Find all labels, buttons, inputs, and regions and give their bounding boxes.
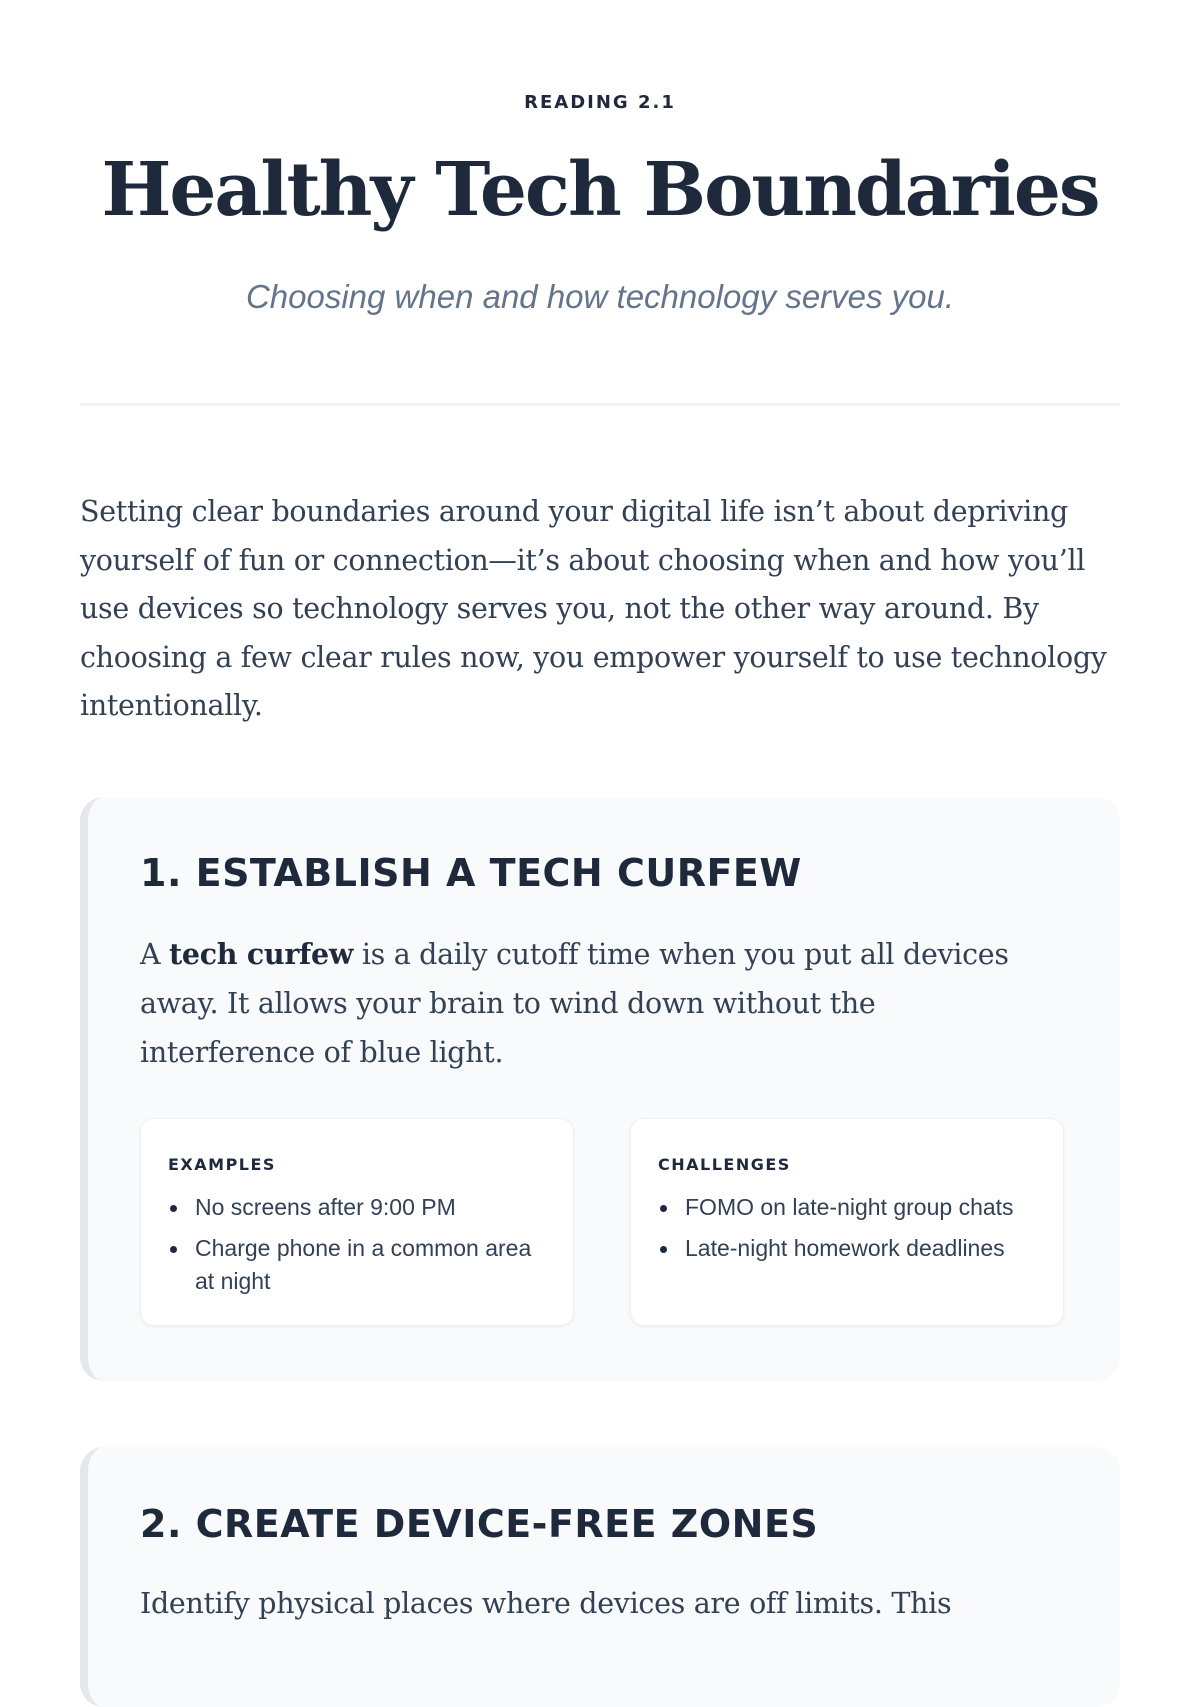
section-title: 2. CREATE DEVICE-FREE ZONES — [140, 1502, 819, 1546]
header-divider — [80, 403, 1120, 406]
body-suffix: is a daily cutoff time when you put all devices away. It allows your brain to wind down without the interference of blue light. — [140, 938, 1009, 1069]
section-device-free-zones — [80, 1447, 1120, 1707]
section-body: Identify physical places where devices are off limits. This — [140, 1587, 952, 1620]
section-title: 1. ESTABLISH A TECH CURFEW — [140, 851, 802, 895]
page-subtitle: Choosing when and how technology serves you. — [245, 278, 955, 315]
list-item: No screens after 9:00 PM — [168, 1191, 548, 1224]
challenges-list — [658, 1191, 1038, 1273]
list-item: FOMO on late-night group chats — [658, 1191, 1038, 1224]
challenges-label: CHALLENGES — [658, 1155, 791, 1174]
key-term: tech curfew — [169, 937, 354, 971]
section-tech-curfew — [80, 797, 1120, 1381]
reading-number: READING 2.1 — [524, 92, 676, 113]
section-body — [140, 930, 1040, 1077]
body-prefix: A — [140, 938, 170, 971]
examples-box — [140, 1118, 574, 1326]
list-item: Late-night homework deadlines — [658, 1232, 1038, 1265]
examples-list — [168, 1191, 548, 1306]
page-title: Healthy Tech Boundaries — [101, 147, 1099, 233]
challenges-box — [630, 1118, 1064, 1326]
list-item: Charge phone in a common area at night — [168, 1232, 548, 1298]
intro-paragraph: Setting clear boundaries around your digital life isn’t about depriving yourself of fun or connection—it’s about choosing when and how you’ll use devices so technology serves you, not the other way around. By choosing a few clear rules now, you empower yourself to use technology intentionally. — [80, 495, 1107, 722]
examples-label: EXAMPLES — [168, 1155, 276, 1174]
